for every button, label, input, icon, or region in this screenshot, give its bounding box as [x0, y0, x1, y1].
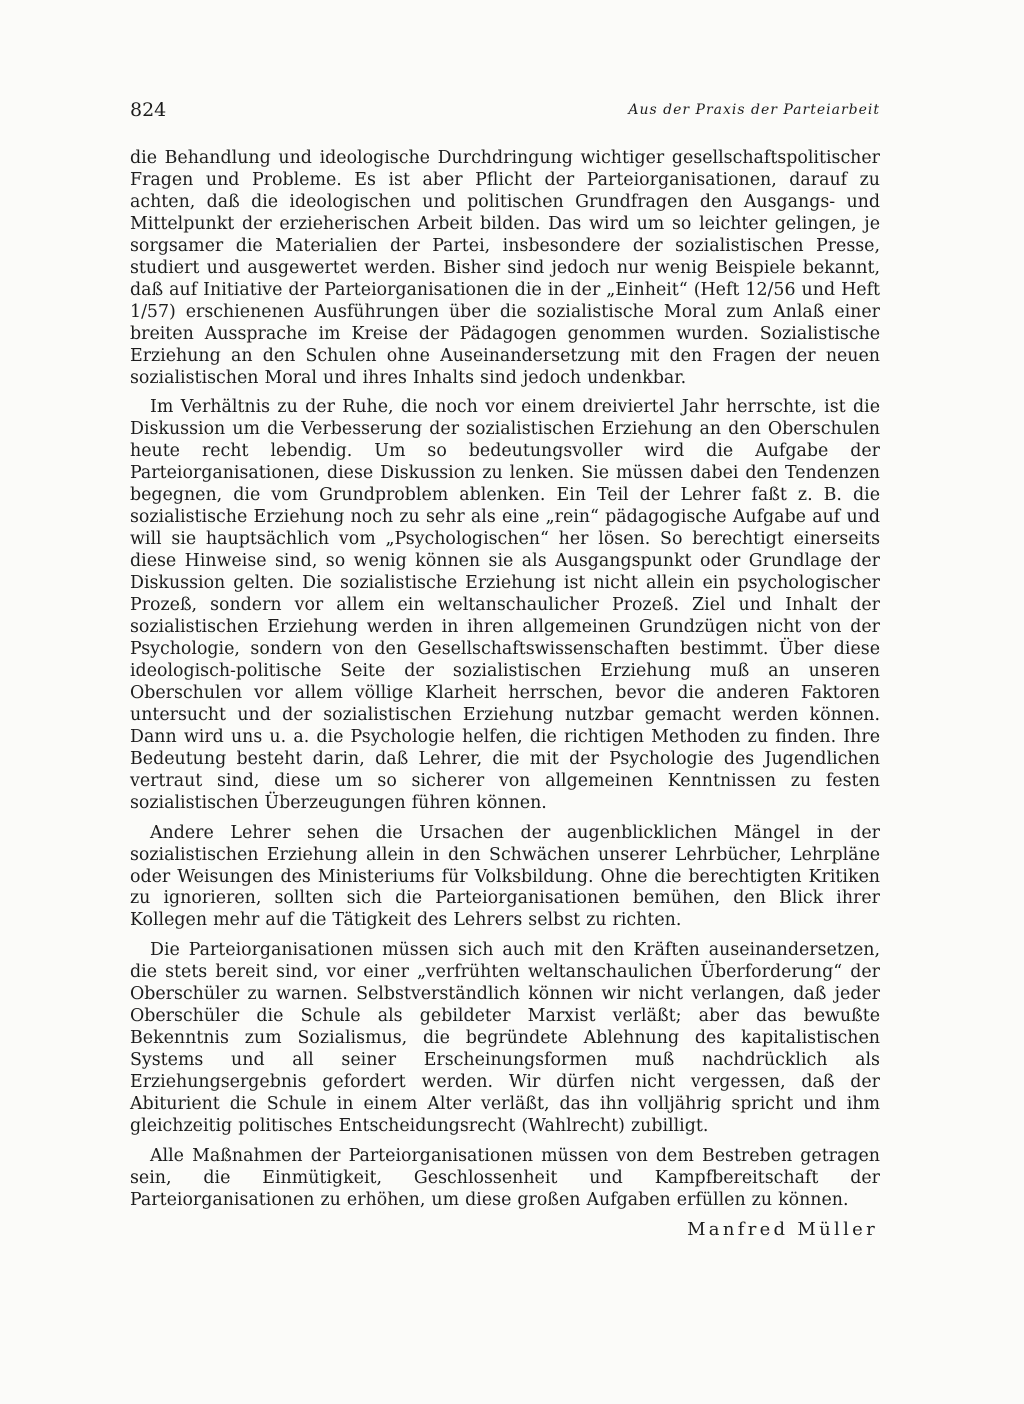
paragraph-2: Im Verhältnis zu der Ruhe, die noch vor einem dreiviertel Jahr herrschte, ist die Diskussion um die Verbesserung der sozialistischen Erziehung an den Oberschulen heute recht lebendig. Um so bedeutungsvoller wird die Aufgabe der Parteiorganisationen, diese Diskussion zu lenken. Sie müssen dabei den Tendenzen begegnen, die vom Grundproblem ablenken. Ein Teil der Lehrer faßt z. B. die sozialistische Erziehung noch zu sehr als eine „rein“ pädagogische Aufgabe auf und will sie hauptsächlich vom „Psychologischen“ her lösen. So berechtigt einerseits diese Hinweise sind, so wenig können sie als Ausgangspunkt oder Grundlage der Diskussion gelten. Die sozialistische Erziehung ist nicht allein ein psychologischer Prozeß, sondern vor allem ein weltanschaulicher Prozeß. Ziel und Inhalt der sozialistischen Erziehung werden in ihren allgemeinen Grundzügen nicht von der Psychologie, sondern von den Gesellschaftswissenschaften bestimmt. Über diese ideologisch-politische Seite der sozialistischen Erziehung muß an unseren Oberschulen vor allem völlige Klarheit herrschen, bevor die anderen Faktoren untersucht und der sozialistischen Erziehung nutzbar gemacht werden können. Dann wird uns u. a. die Psychologie helfen, die richtigen Methoden zu finden. Ihre Bedeutung besteht darin, daß Lehrer, die mit der Psychologie des Jugendlichen vertraut sind, diese um so sicherer von allgemeinen Kenntnissen zu festen sozialistischen Überzeugungen führen können. — [130, 397, 880, 813]
page-number: 824 — [130, 99, 167, 121]
paragraph-4: Die Parteiorganisationen müssen sich auch mit den Kräften auseinandersetzen, die stets bereit sind, vor einer „verfrühten weltanschaulichen Überforderung“ der Oberschüler zu warnen. Selbstverständlich können wir nicht verlangen, daß jeder Oberschüler die Schule als gebildeter Marxist verläßt; aber das bewußte Bekenntnis zum Sozialismus, die begründete Ablehnung des kapitalistischen Systems und all seiner Erscheinungsformen muß nachdrücklich als Erziehungsergebnis gefordert werden. Wir dürfen nicht vergessen, daß der Abiturient die Schule in einem Alter verläßt, das ihn volljährig spricht und ihm gleichzeitig politisches Entscheidungsrecht (Wahlrecht) zubilligt. — [130, 940, 880, 1136]
author-signature: Manfred Müller — [687, 1219, 878, 1240]
body-text — [130, 148, 880, 1220]
paragraph-3: Andere Lehrer sehen die Ursachen der augenblicklichen Mängel in der sozialistischen Erziehung allein in den Schwächen unserer Lehrbücher, Lehrpläne oder Weisungen des Ministeriums für Volksbildung. Ohne die berechtigten Kritiken zu ignorieren, sollten sich die Parteiorganisationen bemühen, den Blick ihrer Kollegen mehr auf die Tätigkeit des Lehrers selbst zu richten. — [130, 822, 880, 931]
paragraph-1: die Behandlung und ideologische Durchdringung wichtiger gesellschaftspolitischer Fragen und Probleme. Es ist aber Pflicht der Parteiorganisationen, darauf zu achten, daß die ideologischen und politischen Grundfragen den Ausgangs- und Mittelpunkt der erzieherischen Arbeit bilden. Das wird um so leichter gelingen, je sorgsamer die Materialien der Partei, insbesondere der sozialistischen Presse, studiert und ausgewertet werden. Bisher sind jedoch nur wenig Beispiele bekannt, daß auf Initiative der Parteiorganisationen die in der „Einheit“ (Heft 12/56 und Heft 1/57) erschienenen Ausführungen über die sozialistische Moral zum Anlaß einer breiten Aussprache im Kreise der Pädagogen genommen wurden. Sozialistische Erziehung an den Schulen ohne Auseinandersetzung mit den Fragen der neuen sozialistischen Moral und ihres Inhalts sind jedoch undenkbar. — [130, 148, 880, 388]
running-title: Aus der Praxis der Parteiarbeit — [628, 102, 880, 118]
paragraph-5: Alle Maßnahmen der Parteiorganisationen müssen von dem Bestreben getragen sein, die Einmütigkeit, Geschlossenheit und Kampfbereitschaft der Parteiorganisationen zu erhöhen, um diese großen Aufgaben erfüllen zu können. — [130, 1145, 880, 1210]
running-header — [130, 96, 880, 124]
